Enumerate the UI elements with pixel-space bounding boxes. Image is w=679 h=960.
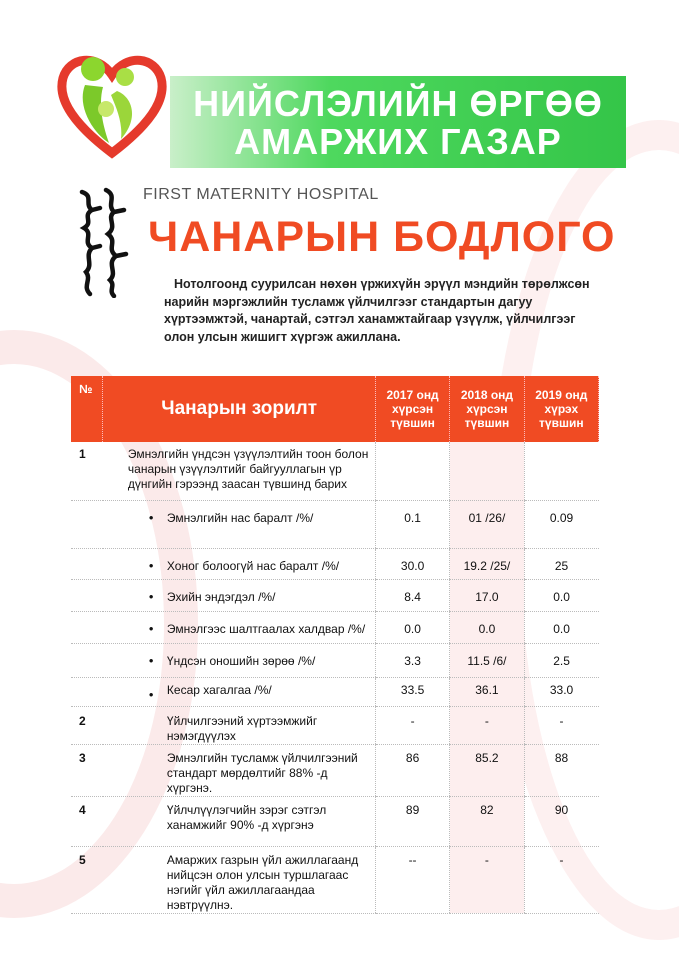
row-number <box>71 579 103 611</box>
table-row <box>71 677 599 706</box>
row-goal: Амаржих газрын үйл ажиллагаанд нийцсэн олон улсын туршлагаас нэгийг үйл ажиллагаандаа нэвтрүүлнэ. <box>103 846 375 913</box>
row-2018-value: 82 <box>450 796 524 846</box>
row-2018-value: 36.1 <box>450 677 524 706</box>
row-goal: • Эмнэлгийн нас баралт /%/ <box>103 500 375 548</box>
row-2017-value <box>375 442 449 500</box>
table-row <box>71 706 599 744</box>
table-row <box>71 846 599 913</box>
table-row <box>71 611 599 643</box>
quality-goals-table <box>71 376 599 914</box>
row-number <box>71 643 103 677</box>
row-number <box>71 677 103 706</box>
row-number <box>71 611 103 643</box>
table-row <box>71 500 599 548</box>
hospital-name-banner <box>170 76 626 168</box>
row-number <box>71 500 103 548</box>
table-header-row <box>71 376 599 442</box>
header-2018: 2018 онд хүрсэн түвшин <box>450 376 524 442</box>
row-goal: • Хоног болоогүй нас баралт /%/ <box>103 548 375 579</box>
header-2019: 2019 онд хүрэх түвшин <box>524 376 598 442</box>
row-goal: • Эмнэлгээс шалтгаалах халдвар /%/ <box>103 611 375 643</box>
row-2017-value: 8.4 <box>375 579 449 611</box>
row-2017-value: 30.0 <box>375 548 449 579</box>
header-2017: 2017 онд хүрсэн түвшин <box>375 376 449 442</box>
row-number: 3 <box>71 744 103 796</box>
row-2017-value: 0.1 <box>375 500 449 548</box>
row-2019-value: 0.0 <box>524 579 598 611</box>
table-row <box>71 796 599 846</box>
row-2018-value: - <box>450 706 524 744</box>
row-2018-value: 17.0 <box>450 579 524 611</box>
row-2018-value: 19.2 /25/ <box>450 548 524 579</box>
row-number <box>71 548 103 579</box>
row-goal: Эмнэлгийн тусламж үйлчилгээний стандарт мөрдөлтийг 88% -д хүргэнэ. <box>103 744 375 796</box>
row-2019-value <box>524 442 598 500</box>
row-2019-value: 0.09 <box>524 500 598 548</box>
row-2019-value: 88 <box>524 744 598 796</box>
banner-line-2: АМАРЖИХ ГАЗАР <box>234 121 562 162</box>
row-goal: Үйлчлүүлэгчийн зэрэг сэтгэл ханамжийг 90% -д хүргэнэ <box>103 796 375 846</box>
mongolian-script-emblem-icon <box>72 186 132 298</box>
row-2018-value <box>450 442 524 500</box>
row-2017-value: -- <box>375 846 449 913</box>
english-hospital-name: FIRST MATERNITY HOSPITAL <box>143 186 379 203</box>
row-2019-value: 90 <box>524 796 598 846</box>
table-row <box>71 442 599 500</box>
row-goal: • Кесар хагалгаа /%/ <box>103 677 375 706</box>
table-row <box>71 579 599 611</box>
row-2017-value: - <box>375 706 449 744</box>
row-2017-value: 33.5 <box>375 677 449 706</box>
row-goal: • Үндсэн оношийн зөрөө /%/ <box>103 643 375 677</box>
row-2018-value: 85.2 <box>450 744 524 796</box>
heart-family-logo-icon <box>55 45 170 160</box>
quality-policy-statement: Нотолгоонд суурилсан нөхөн үржихүйн эрүүл мэндийн төрөлжсөн нарийн мэргэжлийн тусламж үйлчилгээг стандартын дагуу хүртээмжтэй, чанартай, сэтгэл ханамжтайгаар үзүүлж, үйлчилгээг олон улсын жишигт хүргэж ажиллана. <box>164 277 590 344</box>
row-goal: Эмнэлгийн үндсэн үзүүлэлтийн тоон болон чанарын үзүүлэлтийг байгууллагын үр дүнгийн гэрээнд заасан түвшинд барих <box>103 442 375 500</box>
row-2018-value: 0.0 <box>450 611 524 643</box>
row-2019-value: - <box>524 706 598 744</box>
table-row <box>71 744 599 796</box>
row-goal: Үйлчилгээний хүртээмжийг нэмэгдүүлэх <box>103 706 375 744</box>
row-2018-value: - <box>450 846 524 913</box>
header-number: № <box>71 376 103 442</box>
row-2019-value: - <box>524 846 598 913</box>
row-number: 4 <box>71 796 103 846</box>
banner-line-1: НИЙСЛЭЛИЙН ӨРГӨӨ <box>193 83 603 124</box>
row-2017-value: 3.3 <box>375 643 449 677</box>
row-goal: • Эхийн эндэгдэл /%/ <box>103 579 375 611</box>
table-row <box>71 548 599 579</box>
row-number: 1 <box>71 442 103 500</box>
row-2019-value: 33.0 <box>524 677 598 706</box>
table-row <box>71 643 599 677</box>
row-2017-value: 86 <box>375 744 449 796</box>
row-number: 5 <box>71 846 103 913</box>
row-2019-value: 2.5 <box>524 643 598 677</box>
page-title: ЧАНАРЫН БОДЛОГО <box>148 213 616 261</box>
header-quality-goal: Чанарын зорилт <box>103 376 375 442</box>
row-2017-value: 89 <box>375 796 449 846</box>
row-number: 2 <box>71 706 103 744</box>
row-2017-value: 0.0 <box>375 611 449 643</box>
row-2019-value: 0.0 <box>524 611 598 643</box>
row-2018-value: 11.5 /6/ <box>450 643 524 677</box>
row-2019-value: 25 <box>524 548 598 579</box>
row-2018-value: 01 /26/ <box>450 500 524 548</box>
